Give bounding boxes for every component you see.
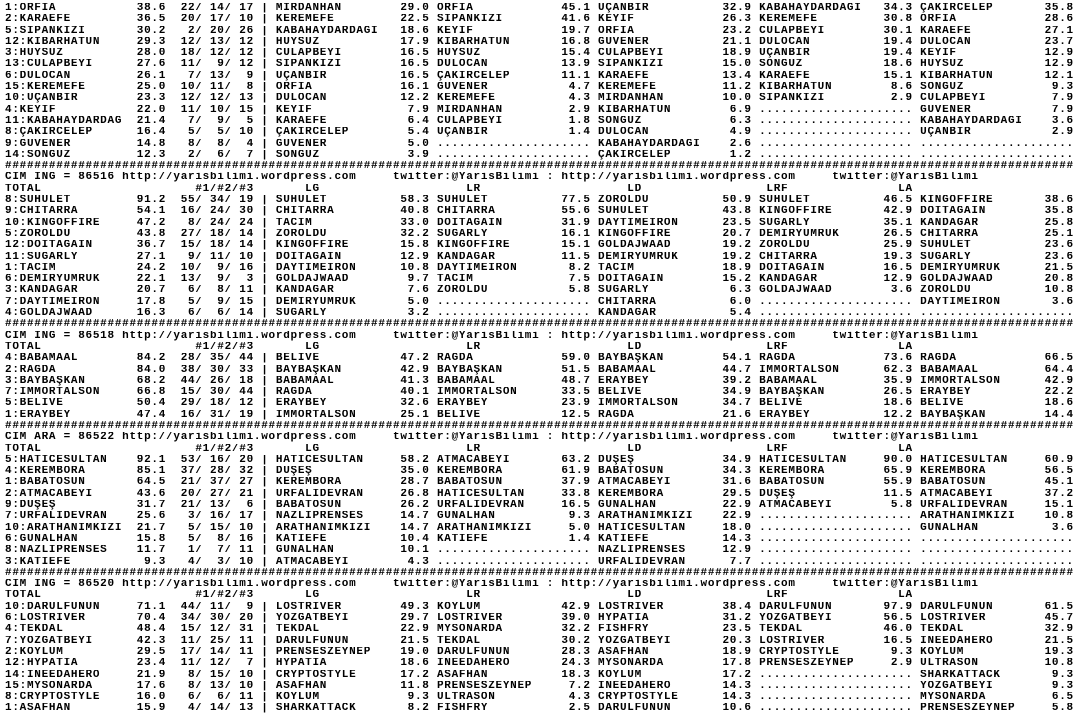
stats-row: 7:YOZGATBEYİ 42.3 11/ 25/ 11 | DARÜLFÜNUN 21.5 TEKDAL 30.2 YOZGATBEYİ 20.3 LOSTRIVER 16.5 INEEDAHERO 21.5	[5, 635, 1074, 647]
stats-row: 5:BELIVE 50.4 29/ 18/ 12 | ERAYBEY 32.6 ERAYBEY 23.9 IMMORTALSON 34.7 BELIVE 18.6 BELIVE 18.6	[5, 398, 1074, 410]
stats-row: 1:ERAYBEY 47.4 16/ 31/ 19 | IMMORTALSON 25.1 BELIVE 12.5 RAĞDA 21.6 ERAYBEY 12.2 BAYBAŞKAN 14.4	[5, 409, 1074, 421]
stats-row: 3:HUYSUZ 28.0 18/ 12/ 12 | CULAPBEYİ 16.5 HUYSUZ 15.4 CULAPBEYİ 18.9 UÇANBİR 19.4 KEYİF 12.9	[5, 48, 1074, 60]
stats-row: 13:CULAPBEYİ 27.6 11/ 9/ 12 | SİPANKIZI 16.5 DULOCAN 13.9 SİPANKIZI 15.0 SONGÜZ 18.6 HUYSUZ 12.9	[5, 59, 1074, 71]
stats-row: 9:DÜŞEŞ 31.7 21/ 13/ 6 | BABATOSUN 26.2 URFALIDEVRAN 16.5 GÜNALHAN 22.9 ATMACABEYİ 5.8 URFALIDEVRAN 15.1	[5, 500, 1074, 512]
stats-row: 4:GOLDAJWAAD 16.3 6/ 6/ 14 | SUGARLY 3.2 ..................... KANDAGAR 5.4 ..................... .....................	[5, 308, 1074, 320]
columns-header-line: TOTAL #1/#2/#3 LG LR LD LRF LA	[5, 341, 913, 353]
stats-row: 1:BABATOSUN 64.5 21/ 37/ 27 | KEREMBORA 28.7 BABATOSUN 37.9 ATMACABEYİ 31.6 BABATOSUN 55.9 BABATOSUN 45.1	[5, 477, 1074, 489]
stats-row: 6:LOSTRIVER 70.4 34/ 30/ 20 | YOZGATBEYİ 29.7 LOSTRIVER 39.0 HYPATIA 31.2 YOZGATBEYİ 56.5 LOSTRIVER 45.7	[5, 613, 1074, 625]
stats-row: 2:KÖYLÜM 29.5 17/ 14/ 11 | PRENSESZEYNEP 19.0 DARÜLFÜNUN 28.3 ASAFHAN 18.9 CRYPTOSTYLE 9.3 KÖYLÜM 19.3	[5, 646, 1074, 658]
stats-row: 15:MYSONARDA 17.6 8/ 13/ 10 | ASAFHAN 11.8 PRENSESZEYNEP 7.2 INEEDAHERO 14.3 ..................... YOZGATBEYİ 9.3	[5, 680, 1074, 692]
stats-row: 5:SİPANKIZI 30.2 2/ 20/ 26 | KABAHAYDARDAĞI 18.6 KEYİF 19.7 ORFİA 23.2 CULAPBEYİ 30.1 KARAEFE 27.1	[5, 25, 1074, 37]
stats-row: 2:KARAEFE 36.5 20/ 17/ 10 | KEREMEFE 22.5 SİPANKIZI 41.6 KEYİF 26.3 KEREMEFE 30.8 ORFİA 28.6	[5, 14, 1074, 26]
stats-row: 2:RAĞDA 84.0 38/ 30/ 33 | BAYBAŞKAN 42.9 BAYBAŞKAN 51.5 BABAMAAL 44.7 IMMORTALSON 62.3 BABAMAAL 64.4	[5, 364, 1074, 376]
stats-row: 10:DARÜLFÜNUN 71.1 44/ 11/ 9 | LOSTRIVER 49.3 KÖYLÜM 42.9 LOSTRIVER 38.4 DARÜLFÜNUN 97.9 DARÜLFÜNUN 61.5	[5, 601, 1074, 613]
stats-row: 3:BAYBAŞKAN 68.2 44/ 26/ 18 | BABAMAAL 41.3 BABAMAAL 48.7 ERAYBEY 39.2 BABAMAAL 35.9 IMMORTALSON 42.9	[5, 375, 1074, 387]
stats-row: 4:KEREMBORA 85.1 37/ 28/ 32 | DÜŞEŞ 35.0 KEREMBORA 61.9 BABATOSUN 34.3 KEREMBORA 65.9 KEREMBORA 56.5	[5, 466, 1074, 478]
stats-row: 14:INEEDAHERO 21.9 8/ 15/ 10 | CRYPTOSTYLE 17.2 ASAFHAN 18.3 KÖYLÜM 17.2 ..................... SHARKATTACK 9.3	[5, 669, 1074, 681]
stats-row: 8:SUHULET 91.2 55/ 34/ 19 | SUHULET 58.3 SUHULET 77.5 ZOROLDU 50.9 SUHULET 46.5 KINGOFFIRE 38.6	[5, 195, 1074, 207]
stats-row: 8:CRYPTOSTYLE 16.0 6/ 6/ 11 | KÖYLÜM 9.3 ULTRASON 4.3 CRYPTOSTYLE 14.3 ..................... MYSONARDA 6.5	[5, 692, 1074, 704]
stats-row: 7:IMMORTALSON 66.8 15/ 30/ 44 | RAĞDA 40.1 IMMORTALSON 33.5 BELIVE 34.9 BAYBAŞKAN 26.5 ERAYBEY 22.2	[5, 387, 1074, 399]
separator-line: ##################################################################################################################################################	[5, 161, 1074, 173]
stats-row: 7:URFALIDEVRAN 25.6 3/ 16/ 17 | NAZLIPRENSES 14.7 GÜNALHAN 9.3 ARATHANIMKIZI 22.9 ..................... ARATHANIMKIZI 10.8	[5, 511, 1074, 523]
stats-row: 10:KINGOFFIRE 47.2 8/ 24/ 24 | TACIM 33.0 DOITAGAIN 31.9 DAYTIMEIRON 23.5 SUGARLY 35.1 KANDAGAR 25.8	[5, 217, 1074, 229]
block-title-line: CIM ING = 86516 http://yarisbilimi.wordpress.com twitter:@YarisBilimi : http://yarisbilimi.wordpress.com twitter:@YarisBilimi	[5, 172, 979, 184]
columns-header-line: TOTAL #1/#2/#3 LG LR LD LRF LA	[5, 590, 913, 602]
stats-row: 15:KEREMEFE 25.0 10/ 11/ 8 | ORFİA 16.1 GÜVENER 4.7 KEREMEFE 11.2 KİBARHATUN 8.6 SONGÜZ 9.3	[5, 82, 1074, 94]
stats-row: 6:GÜNALHAN 15.8 5/ 8/ 16 | KATIEFE 10.4 KATIEFE 1.4 KATIEFE 14.3 ..................... .....................	[5, 533, 1074, 545]
stats-row: 9:GÜVENER 14.8 8/ 8/ 4 | GÜVENER 5.0 ..................... KABAHAYDARDAĞI 2.6 ..................... .....................	[5, 138, 1074, 150]
stats-block-86518	[5, 319, 1077, 421]
stats-row: 3:KATIEFE 9.3 4/ 3/ 10 | ATMACABEYİ 4.3 ..................... URFALIDEVRAN 7.7 ..................... .....................	[5, 556, 1074, 568]
stats-row: 5:ZOROLDU 43.8 27/ 18/ 14 | ZOROLDU 32.2 SUGARLY 16.1 KINGOFFIRE 20.7 DEMİRYUMRUK 26.5 CHITARRA 25.1	[5, 228, 1074, 240]
columns-header-line: TOTAL #1/#2/#3 LG LR LD LRF LA	[5, 443, 913, 455]
stats-row: 9:CHITARRA 54.1 16/ 24/ 30 | CHITARRA 40.8 CHITARRA 55.6 SUHULET 43.8 KINGOFFIRE 42.9 DOITAGAIN 35.8	[5, 206, 1074, 218]
stats-block-top	[5, 3, 1077, 161]
separator-line: ##################################################################################################################################################	[5, 319, 1074, 331]
columns-header-line: TOTAL #1/#2/#3 LG LR LD LRF LA	[5, 183, 913, 195]
block-title-line: CIM ARA = 86522 http://yarisbilimi.wordpress.com twitter:@YarisBilimi : http://yarisbilimi.wordpress.com twitter:@YarisBilimi	[5, 432, 979, 444]
stats-row: 1:TACIM 24.2 10/ 9/ 16 | DAYTIMEIRON 10.8 DAYTIMEIRON 8.2 TACIM 18.9 DOITAGAIN 16.5 DEMİRYUMRUK 21.5	[5, 262, 1074, 274]
stats-row: 3:KANDAGAR 20.7 6/ 8/ 11 | KANDAGAR 7.6 ZOROLDU 5.8 SUGARLY 6.3 GOLDAJWAAD 3.6 ZOROLDU 10.8	[5, 285, 1074, 297]
stats-row: 8:ÇAKIRCELEP 16.4 5/ 5/ 10 | ÇAKIRCELEP 5.4 UÇANBİR 1.4 DULOCAN 4.9 ..................... UÇANBİR 2.9	[5, 127, 1074, 139]
stats-row: 6:DEMİRYUMRUK 22.1 13/ 9/ 3 | GOLDAJWAAD 9.7 TACIM 7.5 DOITAGAIN 15.2 KANDAGAR 12.9 GOLDAJWAAD 20.8	[5, 274, 1074, 286]
separator-line: ##################################################################################################################################################	[5, 420, 1074, 432]
stats-block-86520	[5, 568, 1077, 715]
stats-row: 5:HATİCESULTAN 92.1 53/ 16/ 20 | HATİCESULTAN 58.2 ATMACABEYİ 63.2 DÜŞEŞ 34.9 HATİCESULTAN 90.0 HATİCESULTAN 60.9	[5, 454, 1074, 466]
stats-row: 2:ATMACABEYİ 43.6 20/ 27/ 21 | URFALIDEVRAN 26.8 HATİCESULTAN 33.8 KEREMBORA 29.5 DÜŞEŞ 11.5 ATMACABEYİ 37.2	[5, 488, 1074, 500]
stats-row: 1:ASAFHAN 15.9 4/ 14/ 13 | SHARKATTACK 8.2 FISHFRY 2.5 DARÜLFÜNUN 10.6 ..................... PRENSESZEYNEP 5.8	[5, 703, 1074, 715]
stats-row: 10:ARATHANIMKIZI 21.7 5/ 15/ 10 | ARATHANIMKIZI 14.7 ARATHANIMKIZI 5.0 HATİCESULTAN 18.0 ..................... GÜNALHAN 3.6	[5, 522, 1074, 534]
stats-row: 12:HYPATIA 23.4 11/ 12/ 7 | HYPATIA 18.6 INEEDAHERO 24.3 MYSONARDA 17.8 PRENSESZEYNEP 2.9 ULTRASON 10.8	[5, 658, 1074, 670]
stats-row: 12:DOITAGAIN 36.7 15/ 18/ 14 | KINGOFFIRE 15.8 KINGOFFIRE 15.1 GOLDAJWAAD 19.2 ZOROLDU 25.9 SUHULET 23.6	[5, 240, 1074, 252]
stats-row: 14:SONGÜZ 12.3 2/ 6/ 7 | SONGÜZ 3.9 ..................... ÇAKIRCELEP 1.2 ..................... .....................	[5, 149, 1074, 161]
stats-row: 1:ORFİA 38.6 22/ 14/ 17 | MİRDANHAN 29.0 ORFİA 45.1 UÇANBİR 32.9 KABAHAYDARDAĞI 34.3 ÇAKIRCELEP 35.8	[5, 3, 1074, 14]
stats-row: 10:UÇANBİR 23.3 12/ 12/ 13 | DULOCAN 12.2 KEREMEFE 4.3 MİRDANHAN 10.0 SİPANKIZI 2.9 CULAPBEYİ 7.9	[5, 93, 1074, 105]
stats-block-86522	[5, 421, 1077, 568]
block-title-line: CIM ING = 86518 http://yarisbilimi.wordpress.com twitter:@YarisBilimi : http://yarisbilimi.wordpress.com twitter:@YarisBilimi	[5, 330, 979, 342]
stats-row: 8:NAZLIPRENSES 11.7 1/ 7/ 11 | GÜNALHAN 10.1 ..................... NAZLIPRENSES 12.9 ..................... .....................	[5, 545, 1074, 557]
stats-row: 4:KEYİF 22.0 11/ 10/ 15 | KEYİF 7.9 MİRDANHAN 2.9 KİBARHATUN 6.9 ..................... GÜVENER 7.9	[5, 104, 1074, 116]
stats-row: 11:SUGARLY 27.1 9/ 11/ 10 | DOITAGAIN 12.9 KANDAGAR 11.5 DEMİRYUMRUK 19.2 CHITARRA 19.3 SUGARLY 23.6	[5, 251, 1074, 263]
separator-line: ##################################################################################################################################################	[5, 567, 1074, 579]
stats-row: 12:KİBARHATUN 29.3 12/ 13/ 12 | HUYSUZ 17.9 KİBARHATUN 16.8 GÜVENER 21.1 DULOCAN 19.4 DULOCAN 23.7	[5, 36, 1074, 48]
block-title-line: CIM ING = 86520 http://yarisbilimi.wordpress.com twitter:@YarisBilimi : http://yarisbilimi.wordpress.com twitter:@YarisBilimi	[5, 579, 979, 591]
stats-row: 11:KABAHAYDARDAĞ 21.4 7/ 9/ 5 | KARAEFE 6.4 CULAPBEYİ 1.8 SONGÜZ 6.3 ..................... KABAHAYDARDAĞI 3.6	[5, 115, 1074, 127]
stats-row: 4:TEKDAL 48.4 15/ 12/ 31 | TEKDAL 22.9 MYSONARDA 32.2 FISHFRY 23.5 TEKDAL 46.0 TEKDAL 32.9	[5, 624, 1074, 636]
stats-row: 6:DULOCAN 26.1 7/ 13/ 9 | UÇANBİR 16.5 ÇAKIRCELEP 11.1 KARAEFE 13.4 KARAEFE 15.1 KİBARHATUN 12.1	[5, 70, 1074, 82]
stats-row: 7:DAYTIMEIRON 17.8 5/ 9/ 15 | DEMİRYUMRUK 5.0 ..................... CHITARRA 6.0 ..................... DAYTIMEIRON 3.6	[5, 296, 1074, 308]
stats-row: 4:BABAMAAL 84.2 28/ 35/ 44 | BELIVE 47.2 RAĞDA 59.0 BAYBAŞKAN 54.1 RAĞDA 73.6 RAĞDA 66.5	[5, 353, 1074, 365]
stats-block-86516	[5, 161, 1077, 319]
